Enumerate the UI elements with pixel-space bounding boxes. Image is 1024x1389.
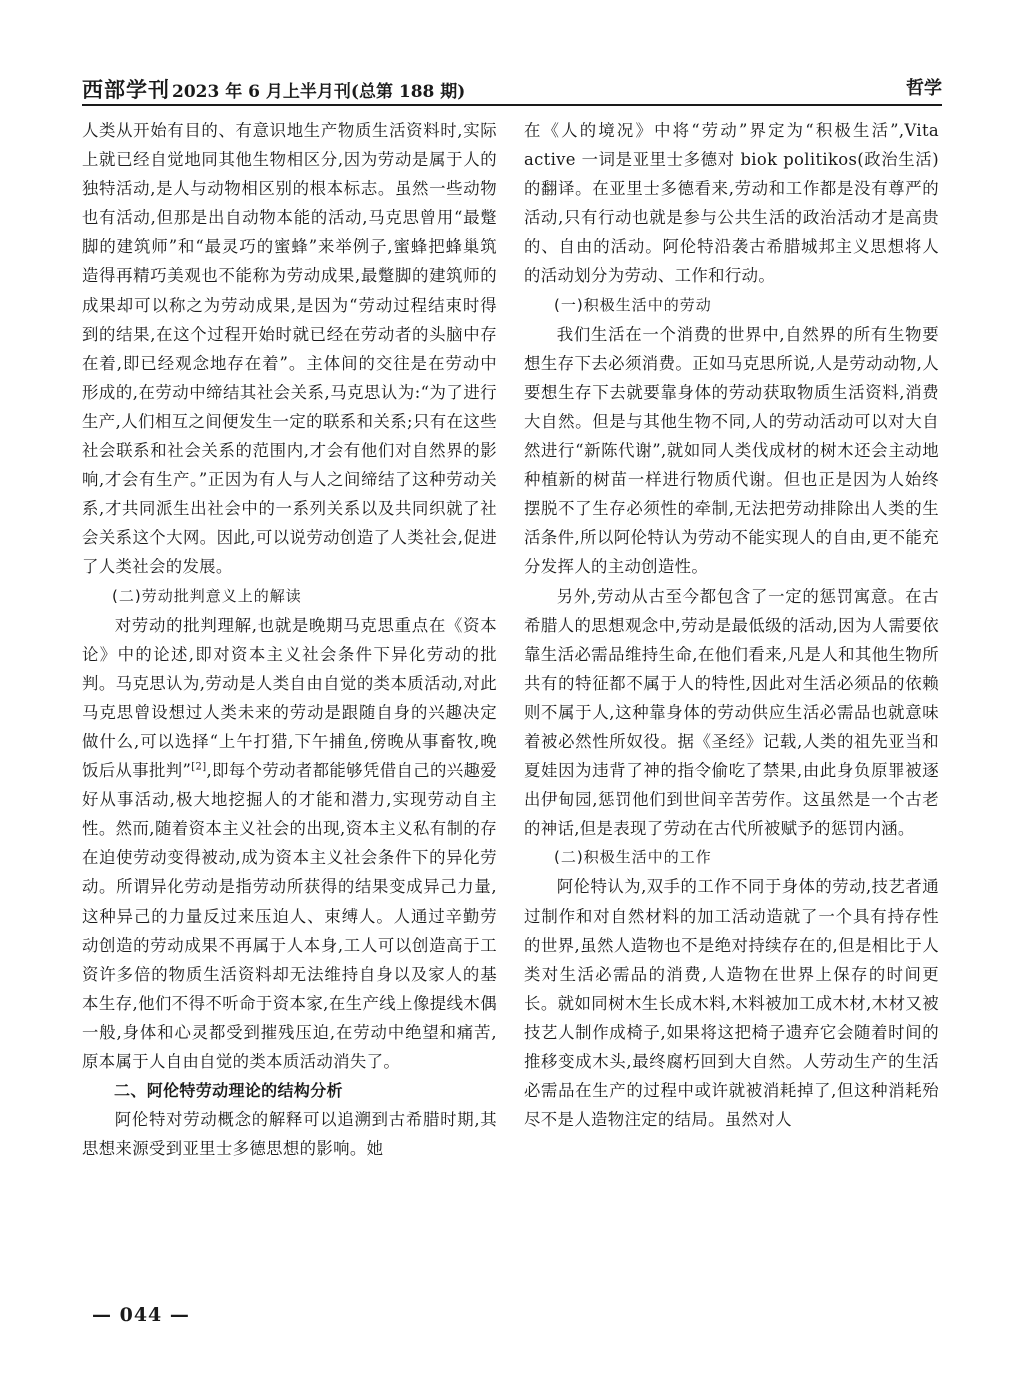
paragraph: 人类从开始有目的、有意识地生产物质生活资料时,实际上就已经自觉地同其他生物相区分,因为劳动是属于人的独特活动,是人与动物相区别的根本标志。虽然一些动物也有活动,但那是出自动物本能的活动,马克思曾用“最蹩脚的建筑师”和“最灵巧的蜜蜂”来举例子,蜜蜂把蜂巢筑造得再精巧美观也不能称为劳动成果,最蹩脚的建筑师的成果却可以称之为劳动成果,是因为“劳动过程结束时得到的结果,在这个过程开始时就已经在劳动者的头脑中存在着,即已经观念地存在着”。主体间的交往是在劳动中形成的,在劳动中缔结其社会关系,马克思认为:“为了进行生产,人们相互之间便发生一定的联系和关系;只有在这些社会联系和社会关系的范围内,才会有他们对自然界的影响,才会有生产。”正因为有人与人之间缔结了这种劳动关系,才共同派生出社会中的一系列关系以及共同织就了社会关系这个大网。因此,可以说劳动创造了人类社会,促进了人类社会的发展。	[82, 121, 497, 577]
running-header	[82, 70, 942, 106]
issue-info: 2023 年 6 月上半月刊(总第 188 期)	[172, 82, 466, 102]
subsection-heading: (二)劳动批判意义上的解读	[112, 586, 302, 605]
section-heading: 二、阿伦特劳动理论的结构分析	[114, 1081, 343, 1101]
subsection-heading: (二)积极生活中的工作	[554, 848, 712, 867]
journal-title: 西部学刊	[82, 77, 170, 102]
paragraph	[82, 611, 497, 1077]
right-column	[524, 116, 939, 1134]
paragraph: 阿伦特对劳动概念的解释可以追溯到古希腊时期,其思想来源受到亚里士多德思想的影响。她	[82, 1110, 497, 1159]
paragraph: 阿伦特认为,双手的工作不同于身体的劳动,技艺者通过制作和对自然材料的加工活动造就了一个具有持存性的世界,虽然人造物也不是绝对持续存在的,但是相比于人类对生活必需品的消费,人造物在世界上保存的时间更长。就如同树木生长成木料,木料被加工成木材,木材又被技艺人制作成椅子,如果将这把椅子遗弃它会随着时间的推移变成木头,最终腐朽回到大自然。人劳动生产的生活必需品在生产的过程中或许就被消耗掉了,但这种消耗殆尽不是人造物注定的结局。虽然对人	[524, 877, 939, 1130]
left-column	[82, 116, 497, 1163]
paragraph-text: ,即每个劳动者都能够凭借自己的兴趣爱好从事活动,极大地挖掘人的才能和潜力,实现劳动自主性。然而,随着资本主义社会的出现,资本主义私有制的存在迫使劳动变得被动,成为资本主义社会条件下的异化劳动。所谓异化劳动是指劳动所获得的结果变成异己力量,这种异己的力量反过来压迫人、束缚人。人通过辛勤劳动创造的劳动成果不再属于人本身,工人可以创造高于工资许多倍的物质生活资料却无法维持自身以及家人的基本生存,他们不得不听命于资本家,在生产线上像提线木偶一般,身体和心灵都受到摧残压迫,在劳动中绝望和痛苦,原本属于人自由自觉的类本质活动消失了。	[82, 761, 497, 1071]
citation-ref: [2]	[191, 761, 207, 773]
paragraph: 另外,劳动从古至今都包含了一定的惩罚寓意。在古希腊人的思想观念中,劳动是最低级的活动,因为人需要依靠生活必需品维持生命,在他们看来,凡是人和其他生物所共有的特征都不属于人的特性,因此对生活必须品的依赖则不属于人,这种靠身体的劳动供应生活必需品也就意味着被必然性所奴役。据《圣经》记载,人类的祖先亚当和夏娃因为违背了神的指令偷吃了禁果,由此身负原罪被逐出伊甸园,惩罚他们到世间辛苦劳作。这虽然是一个古老的神话,但是表现了劳动在古代所被赋予的惩罚内涵。	[524, 586, 939, 839]
page-number: — 044 —	[92, 1304, 190, 1326]
section-label: 哲学	[906, 78, 942, 99]
header-issue-line	[82, 74, 465, 104]
paragraph: 我们生活在一个消费的世界中,自然界的所有生物要想生存下去必须消费。正如马克思所说,人是劳动动物,人要想生存下去就要靠身体的劳动获取物质生活资料,消费大自然。但是与其他生物不同,人的劳动活动可以对大自然进行“新陈代谢”,就如同人类伐成材的树木还会主动地种植新的树苗一样进行物质代谢。但也正是因为人始终摆脱不了生存必须性的牵制,无法把劳动排除出人类的生活条件,所以阿伦特认为劳动不能实现人的自由,更不能充分发挥人的主动创造性。	[524, 324, 939, 577]
paragraph: 在《人的境况》中将“劳动”界定为“积极生活”,Vita active 一词是亚里士多德对 biok politikos(政治生活)的翻译。在亚里士多德看来,劳动和工作都是没有尊严的活动,只有行动也就是参与公共生活的政治活动才是高贵的、自由的活动。阿伦特沿袭古希腊城邦主义思想将人的活动划分为劳动、工作和行动。	[524, 121, 939, 286]
paragraph-text: 对劳动的批判理解,也就是晚期马克思重点在《资本论》中的论述,即对资本主义社会条件下异化劳动的批判。马克思认为,劳动是人类自由自觉的类本质活动,对此马克思曾设想过人类未来的劳动是跟随自身的兴趣决定做什么,可以选择“上午打猎,下午捕鱼,傍晚从事畜牧,晚饭后从事批判”	[82, 615, 497, 781]
subsection-heading: (一)积极生活中的劳动	[554, 295, 712, 314]
